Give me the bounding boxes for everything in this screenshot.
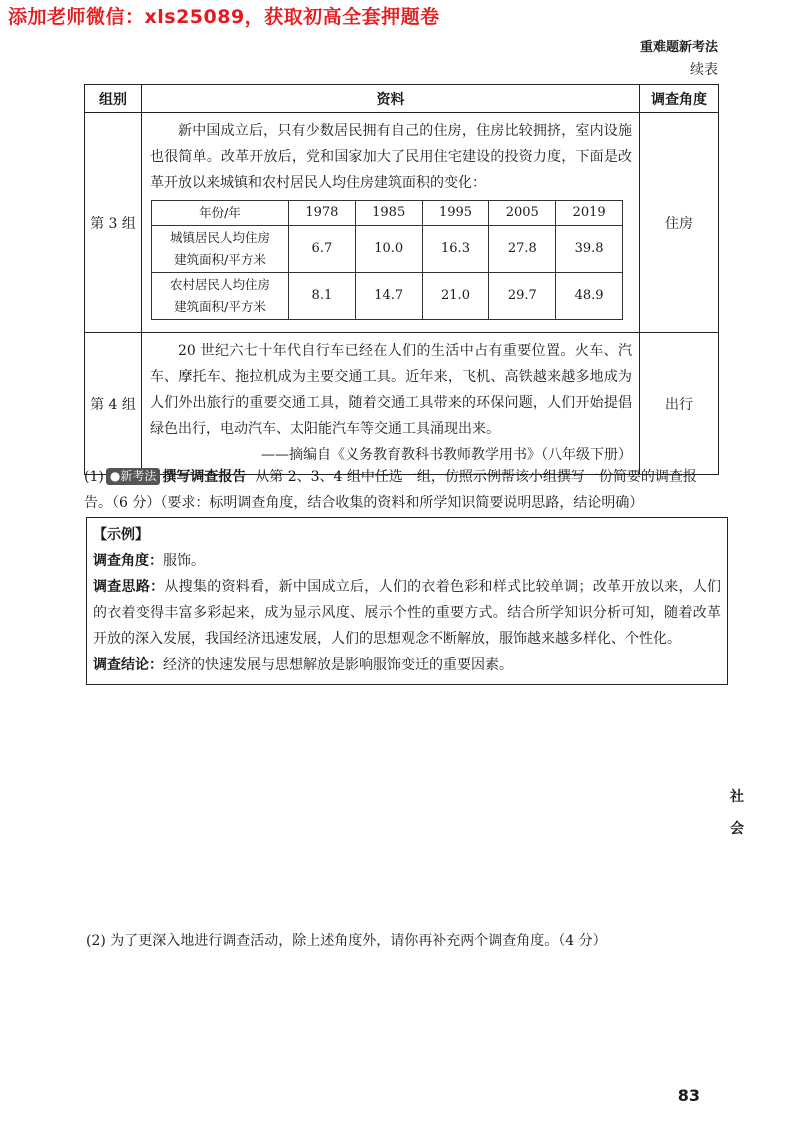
conclusion-value: 经济的快速发展与思想解放是影响服饰变迁的重要因素。 <box>163 657 513 673</box>
rural-housing-row <box>152 273 623 320</box>
watermark-banner: 添加老师微信：xls25089，获取初高全套押题卷 <box>8 6 440 28</box>
group3-material <box>142 113 640 333</box>
group4-angle: 出行 <box>640 333 719 475</box>
group4-label: 第 4 组 <box>85 333 142 475</box>
continued-label: 续表 <box>690 62 718 78</box>
urban-housing-row <box>152 226 623 273</box>
value-cell: 14.7 <box>355 273 422 320</box>
rural-label <box>152 273 289 320</box>
side-label-hui: 会 <box>730 821 744 837</box>
survey-table <box>84 84 719 475</box>
header-group: 组别 <box>85 85 142 113</box>
question-1-title: 撰写调查报告 <box>162 469 247 485</box>
housing-table <box>151 200 623 320</box>
value-cell: 10.0 <box>355 226 422 273</box>
urban-label <box>152 226 289 273</box>
table-row-group4 <box>85 333 719 475</box>
table-header-row <box>85 85 719 113</box>
example-idea <box>93 574 721 652</box>
value-cell: 6.7 <box>289 226 356 273</box>
badge-label: 新考法 <box>120 469 157 483</box>
value-cell: 29.7 <box>489 273 556 320</box>
example-answer-box <box>86 517 728 685</box>
new-method-badge <box>106 468 161 485</box>
lightbulb-icon: ● <box>109 469 121 483</box>
value-cell: 21.0 <box>422 273 489 320</box>
group3-angle: 住房 <box>640 113 719 333</box>
question-1-text: 从第 2、3、4 组中任选一组，仿照示例帮该小组撰写一份简要的调查报告。（6 分）（要求：标明调查角度，结合收集的资料和所学知识简要说明思路，结论明确） <box>84 469 697 511</box>
header-angle: 调查角度 <box>640 85 719 113</box>
value-cell: 8.1 <box>289 273 356 320</box>
value-cell: 48.9 <box>556 273 623 320</box>
value-cell: 16.3 <box>422 226 489 273</box>
rural-label-line2: 建筑面积/平方米 <box>174 299 266 314</box>
question-2: (2) 为了更深入地进行调查活动，除上述角度外，请你再补充两个调查角度。（4 分） <box>86 933 607 949</box>
angle-value: 服饰。 <box>163 553 205 569</box>
header-title: 重难题新考法 <box>639 40 718 55</box>
group4-text: 20 世纪六七十年代自行车已经在人们的生活中占有重要位置。火车、汽车、摩托车、拖拉机成为主要交通工具。近年来，飞机、高铁越来越多地成为人们外出旅行的重要交通工具，随着交通工具带来的环保问题，人们开始提倡绿色出行，电动汽车、太阳能汽车等交通工具涌现出来。 <box>150 343 632 437</box>
year-header: 年份/年 <box>152 201 289 226</box>
year-cell: 1978 <box>289 201 356 226</box>
idea-value: 从搜集的资料看，新中国成立后，人们的衣着色彩和样式比较单调；改革开放以来，人们的衣着变得丰富多彩起来，成为显示风度、展示个性的重要方式。结合所学知识分析可知，随着改革开放的深入发展，我国经济迅速发展，人们的思想观念不断解放，服饰越来越多样化、个性化。 <box>93 579 722 647</box>
group4-source: ——摘编自《义务教育教科书教师教学用书》（八年级下册） <box>261 447 632 463</box>
group4-material <box>142 333 640 475</box>
year-cell: 1985 <box>355 201 422 226</box>
example-conclusion <box>93 652 721 678</box>
conclusion-label: 调查结论： <box>93 657 163 673</box>
question-1-number: (1) <box>84 469 104 485</box>
side-label-she: 社 <box>730 789 744 805</box>
example-angle <box>93 548 721 574</box>
year-cell: 2005 <box>489 201 556 226</box>
year-cell: 1995 <box>422 201 489 226</box>
angle-label: 调查角度： <box>93 553 163 569</box>
urban-label-line2: 建筑面积/平方米 <box>174 252 266 267</box>
question-1 <box>84 464 724 516</box>
idea-label: 调查思路： <box>93 579 165 595</box>
group3-label: 第 3 组 <box>85 113 142 333</box>
header-material: 资料 <box>142 85 640 113</box>
page-number: 83 <box>677 1086 700 1105</box>
housing-year-row <box>152 201 623 226</box>
value-cell: 27.8 <box>489 226 556 273</box>
value-cell: 39.8 <box>556 226 623 273</box>
group3-text: 新中国成立后，只有少数居民拥有自己的住房，住房比较拥挤，室内设施也很简单。改革开放后，党和国家加大了民用住宅建设的投资力度，下面是改革开放以来城镇和农村居民人均住房建筑面积的变化： <box>150 123 632 191</box>
urban-label-line1: 城镇居民人均住房 <box>169 230 270 245</box>
year-cell: 2019 <box>556 201 623 226</box>
table-row-group3 <box>85 113 719 333</box>
rural-label-line1: 农村居民人均住房 <box>169 277 270 292</box>
example-title: 【示例】 <box>93 527 149 543</box>
